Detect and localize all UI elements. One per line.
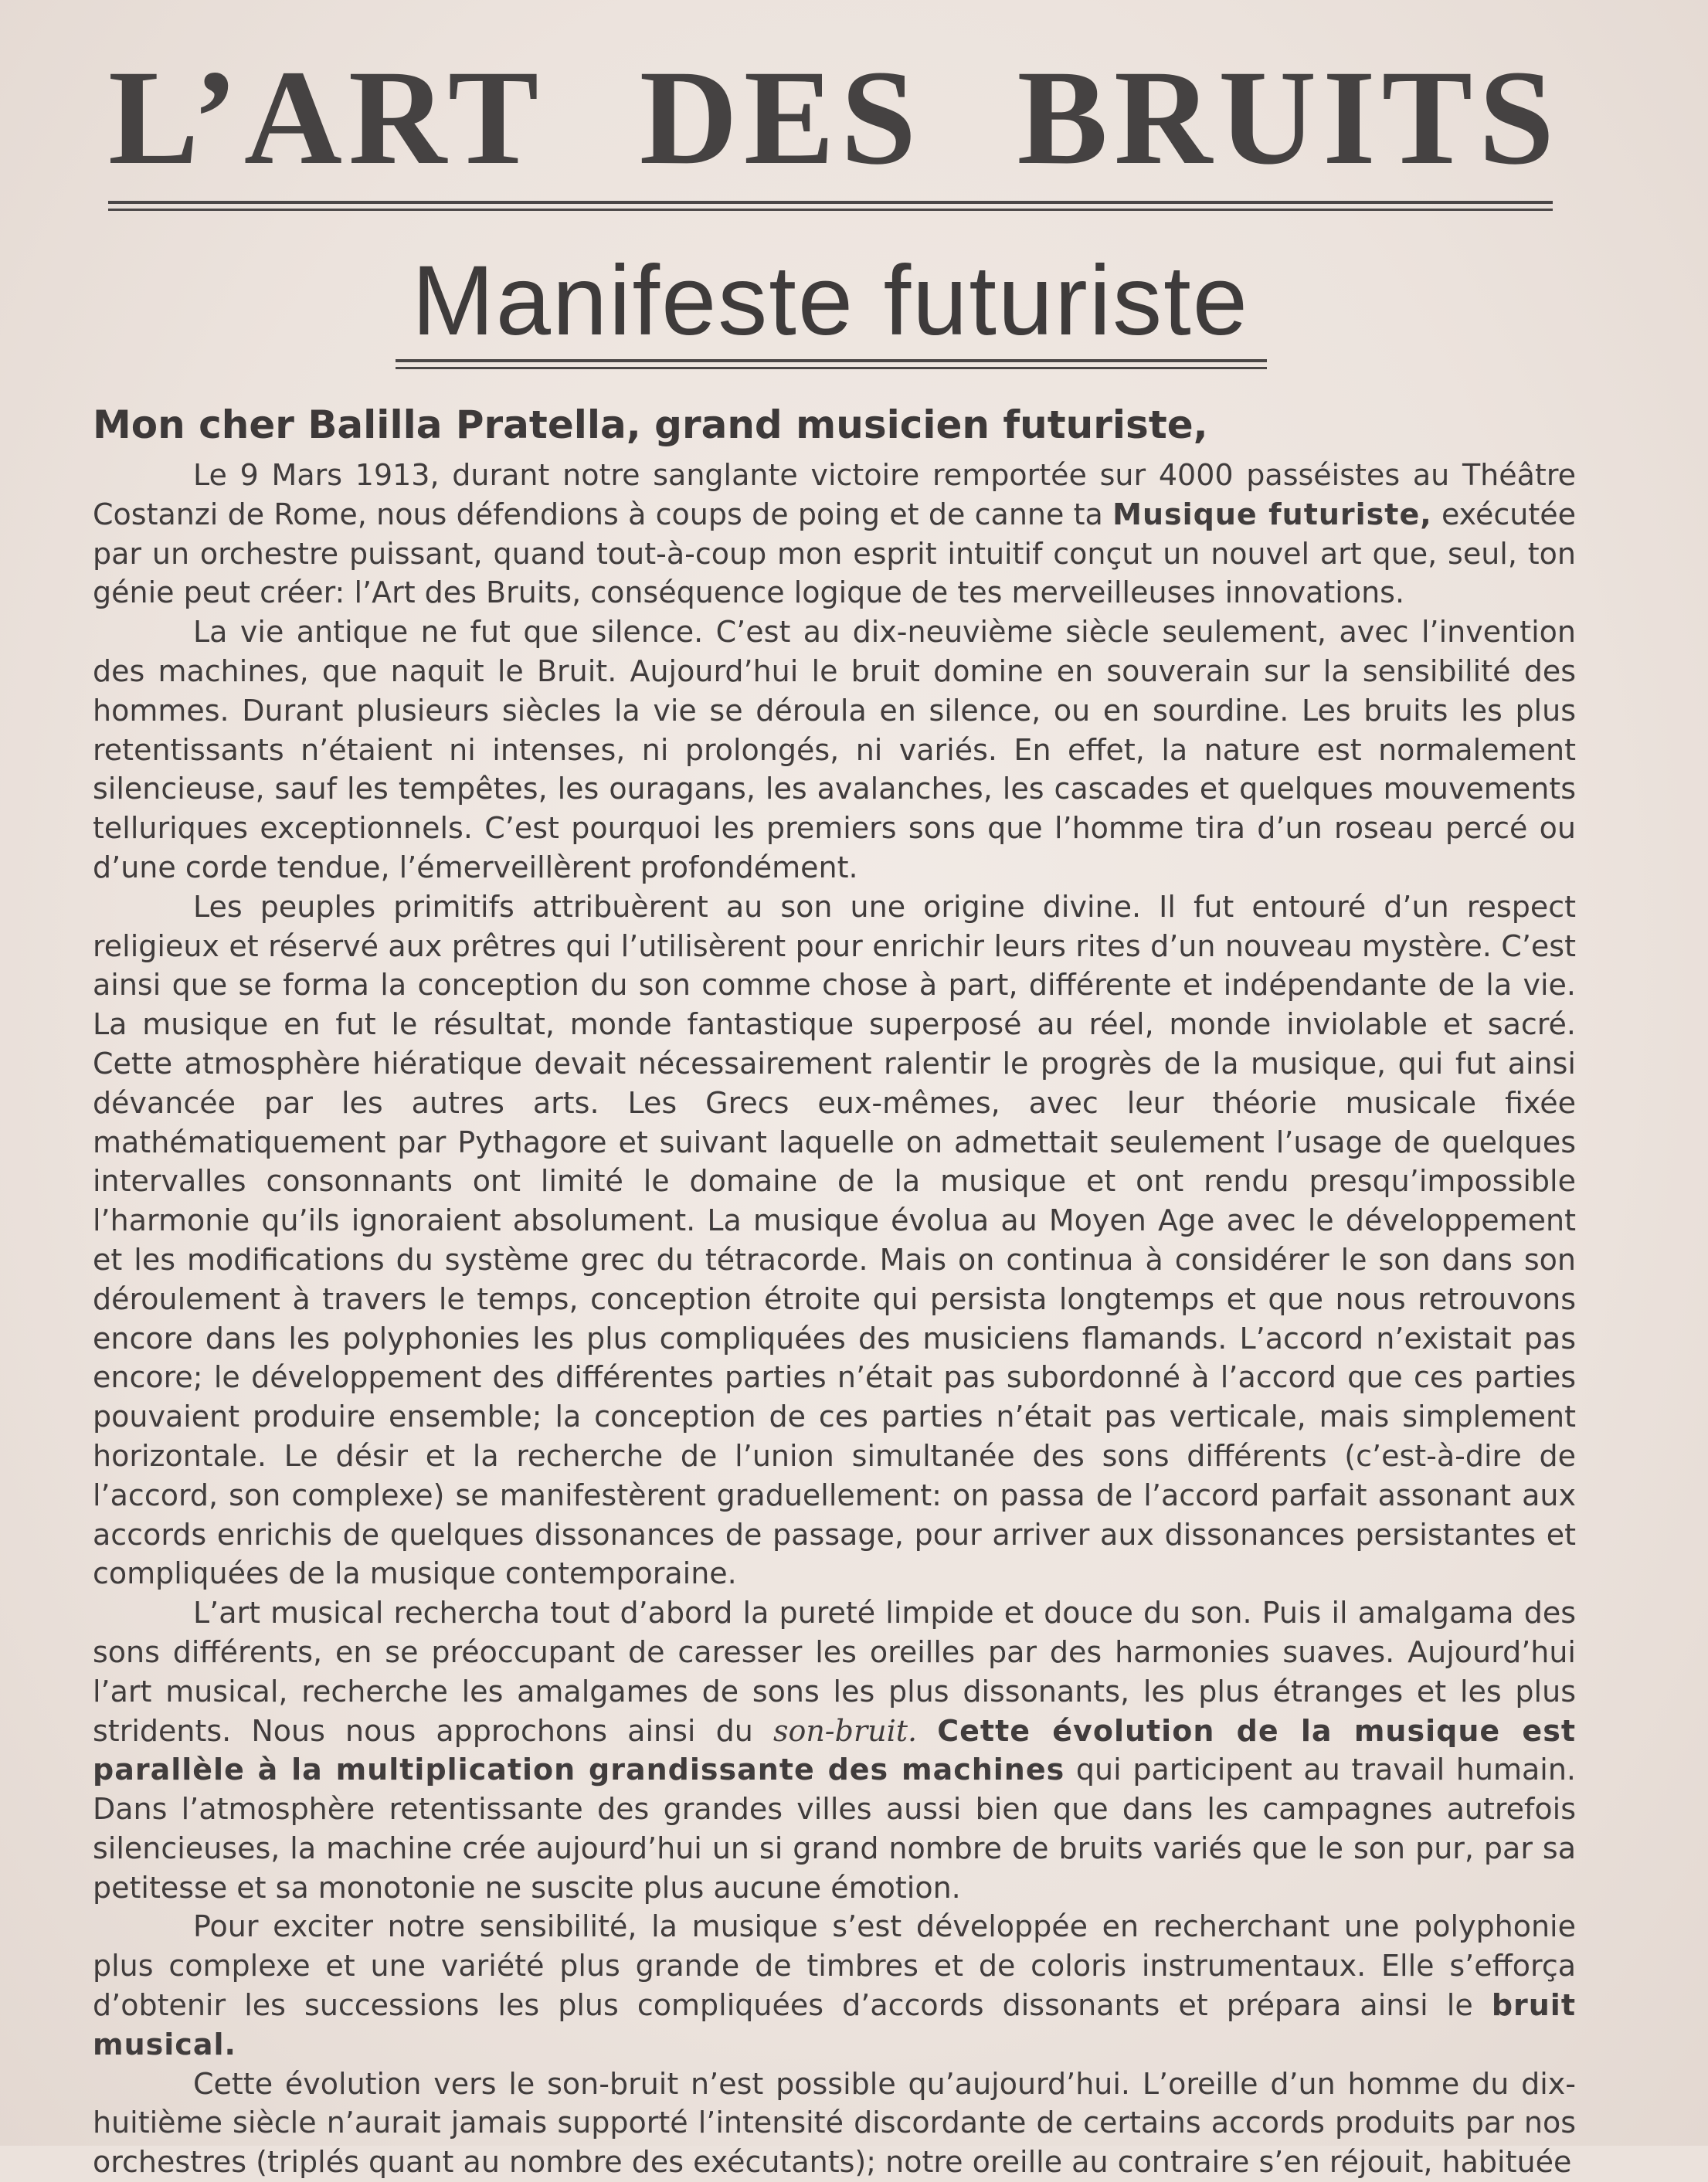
main-title [108,42,1560,193]
paragraph-text: L’art musical rechercha tout d’abord la pureté limpide et douce du son. Puis il amalgama des sons différents, en se préoccupant de caresser les oreilles par des harmonies suaves. Aujourd’hui l’art musical, recherche les amalgames de sons les plus dissonants, les plus étranges et les plus stridents. Nous nous approchons ainsi du [93,1596,1576,1748]
title-word: DES [639,42,923,193]
bold-emphasis: Musique futuriste, [1112,497,1432,531]
paragraph [93,613,1576,887]
paragraph [93,1593,1576,1907]
manifesto-body [93,456,1576,2182]
italic-emphasis: son-bruit. [773,1713,918,1748]
paragraph [93,887,1576,1593]
paragraph-text [917,1714,937,1748]
title-double-rule [108,201,1553,211]
paragraph [93,2065,1576,2182]
paragraph [93,456,1576,613]
paragraph-text: Le 9 Mars 1913, durant notre sanglante victoire remportée sur 4000 passéistes au Théâtre Costanzi de Rome, nous défendions à coups de poing et de canne ta [93,458,1576,531]
paragraph [93,1907,1576,2064]
paragraph-text: exécutée par un orchestre puissant, quand tout-à-coup mon esprit intuitif conçut un nouvel art que, seul, ton génie peut créer: l’Art des Bruits, conséquence logique de tes merveilleuses innovations. [93,497,1577,610]
bold-emphasis: Cette évolution de la musique est parallèle à la multiplication grandissante des machines [93,1713,1576,1787]
paragraph-text: Cette évolution vers le son-bruit n’est possible qu’aujourd’hui. L’oreille d’un homme du dix-huitième siècle n’aurait jamais supporté l’intensité discordante de certains accords produits par nos orchestres (triplés quant au nombre des exécutants); notre oreille au contraire s’en réjouit, habituée [93,2066,1576,2180]
title-word: BRUITS [1017,42,1560,193]
subtitle-double-rule [396,359,1267,369]
title-word: L’ART [108,42,545,193]
subtitle: Manifeste futuriste [412,246,1249,356]
paragraph-text: Pour exciter notre sensibilité, la musique s’est développée en recherchant une polyphonie plus complexe et une variété plus grande de timbres et de coloris instrumentaux. Elle s’efforça d’obtenir les successions les plus compliquées d’accords dissonants et prépara ainsi le [93,1909,1576,2023]
bold-emphasis: bruit musical. [93,1988,1576,2062]
paragraph-text: La vie antique ne fut que silence. C’est au dix-neuvième siècle seulement, avec l’invention des machines, que naquit le Bruit. Aujourd’hui le bruit domine en souverain sur la sensibilité des hommes. Durant plusieurs siècles la vie se déroula en silence, ou en sourdine. Les bruits les plus retentissants n’étaient ni intenses, ni prolongés, ni variés. En effet, la nature est normalement silencieuse, sauf les tempêtes, les ouragans, les avalanches, les cascades et quelques mouvements telluriques exceptionnels. C’est pourquoi les premiers sons que l’homme tira d’un roseau percé ou d’une corde tendue, l’émerveillèrent profondément. [93,615,1576,884]
paragraph-text: qui participent au travail humain. Dans l’atmosphère retentissante des grandes villes aussi bien que dans les campagnes autrefois silencieuses, la machine crée aujourd’hui un si grand nombre de bruits variés que le son pur, par sa petitesse et sa monotonie ne suscite plus aucune émotion. [93,1753,1577,1905]
paragraph-text: Les peuples primitifs attribuèrent au son une origine divine. Il fut entouré d’un respect religieux et réservé aux prêtres qui l’utilisèrent pour enrichir leurs rites d’un nouveau mystère. C’est ainsi que se forma la conception du son comme chose à part, différente et indépendante de la vie. La musique en fut le résultat, monde fantastique superposé au réel, monde inviolable et sacré. Cette atmosphère hiératique devait nécessairement ralentir le progrès de la musique, qui fut ainsi dévancée par les autres arts. Les Grecs eux-mêmes, avec leur théorie musicale fixée mathématiquement par Pythagore et suivant laquelle on admettait seulement l’usage de quelques intervalles consonnants ont limité le domaine de la musique et ont rendu presqu’impossible l’harmonie qu’ils ignoraient absolument. La musique évolua au Moyen Age avec le développement et les modifications du système grec du tétracorde. Mais on continua à considérer le son dans son déroulement à travers le temps, conception étroite qui persista longtemps et que nous retrouvons encore dans les polyphonies les plus compliquées des musiciens flamands. L’accord n’existait pas encore; le développement des différentes parties n’était pas subordonné à l’accord que ces parties pouvaient produire ensemble; la conception de ces parties n’était pas verticale, mais simplement horizontale. Le désir et la recherche de l’union simultanée des sons différents (c’est-à-dire de l’accord, son complexe) se manifestèrent graduellement: on passa de l’accord parfait assonant aux accords enrichis de quelques dissonances de passage, pour arriver aux dissonances persistantes et compliquées de la musique contemporaine. [93,889,1576,1591]
salutation: Mon cher Balilla Pratella, grand musicien futuriste, [93,402,1208,447]
